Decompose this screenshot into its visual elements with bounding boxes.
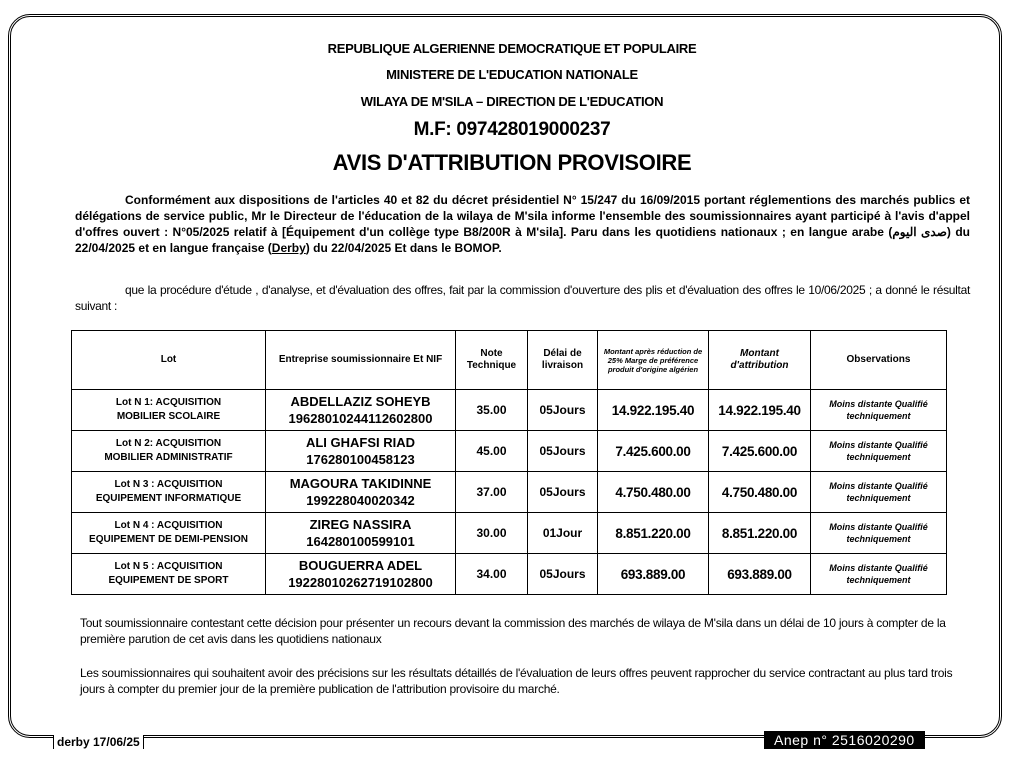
- publication-stamp: derby 17/06/25: [53, 735, 144, 749]
- observation-cell: Moins distante Qualifié techniquement: [811, 472, 947, 513]
- award-amount-cell: 8.851.220.00: [709, 513, 811, 554]
- lot-subject: EQUIPEMENT DE SPORT: [108, 575, 229, 586]
- newspaper-fr: Derby: [271, 241, 306, 255]
- award-amount-cell: 4.750.480.00: [709, 472, 811, 513]
- lot-subject: EQUIPEMENT INFORMATIQUE: [95, 493, 242, 504]
- table-header-row: [72, 331, 947, 390]
- directorate-heading: WILAYA DE M'SILA – DIRECTION DE L'EDUCATION: [360, 94, 664, 109]
- note-cell: 37.00: [456, 472, 528, 513]
- company-nif: 19628010244112602800: [288, 411, 433, 426]
- results-table: [71, 330, 947, 595]
- col-header-reduced-amount: Montant après réduction de 25% Marge de préférence produit d'origine algérien: [598, 331, 709, 390]
- notice-title: AVIS D'ATTRIBUTION PROVISOIRE: [332, 150, 692, 175]
- note-cell: 34.00: [456, 554, 528, 595]
- reduced-amount-cell: 693.889.00: [598, 554, 709, 595]
- company-name: ZIREG NASSIRA: [309, 517, 412, 532]
- reduced-amount-cell: 14.922.195.40: [598, 390, 709, 431]
- company-nif: 19228010262719102800: [288, 575, 433, 590]
- note-cell: 30.00: [456, 513, 528, 554]
- lot-title: Lot N 2: ACQUISITION: [115, 438, 222, 449]
- delay-cell: 05Jours: [528, 431, 598, 472]
- company-name: BOUGUERRA ADEL: [298, 558, 423, 573]
- lot-cell: [72, 513, 266, 554]
- delay-cell: 05Jours: [528, 390, 598, 431]
- company-cell: [266, 554, 456, 595]
- company-cell: [266, 431, 456, 472]
- reduced-amount-cell: 7.425.600.00: [598, 431, 709, 472]
- lot-subject: MOBILIER ADMINISTRATIF: [104, 452, 233, 463]
- award-amount-cell: 14.922.195.40: [709, 390, 811, 431]
- precisions-paragraph: Les soumissionnaires qui souhaitent avoir des précisions sur les résultats détaillés de l'évaluation de leurs offres peuvent rapprocher du service contractant au plus tard trois jours à compter du premier jour de la première publication de l'attribution provisoire du marché.: [80, 666, 953, 696]
- lot-title: Lot N 1: ACQUISITION: [115, 397, 222, 408]
- col-header-note: Note Technique: [456, 331, 528, 390]
- lot-title: Lot N 3 : ACQUISITION: [114, 479, 223, 490]
- award-amount-cell: 7.425.600.00: [709, 431, 811, 472]
- procedure-paragraph: [75, 282, 970, 314]
- intro-paragraph: [75, 192, 970, 256]
- company-name: ALI GHAFSI RIAD: [305, 435, 416, 450]
- observation-cell: Moins distante Qualifié techniquement: [811, 513, 947, 554]
- intro-text-2: ) du 22/04/2025 Et dans le BOMOP.: [305, 241, 502, 255]
- company-cell: [266, 513, 456, 554]
- reduced-amount-cell: 4.750.480.00: [598, 472, 709, 513]
- recours-paragraph: Tout soumissionnaire contestant cette décision pour présenter un recours devant la commission des marchés de wilaya de M'sila dans un délai de 10 jours à compter de la première parution de cet avis dans les quotidiens nationaux: [80, 616, 946, 646]
- table-row: [72, 513, 947, 554]
- lot-subject: EQUIPEMENT DE DEMI-PENSION: [89, 534, 248, 545]
- col-header-company: Entreprise soumissionnaire Et NIF: [266, 331, 456, 390]
- table-row: [72, 472, 947, 513]
- col-header-lot: Lot: [72, 331, 266, 390]
- company-name: ABDELLAZIZ SOHEYB: [290, 394, 431, 409]
- delay-cell: 01Jour: [528, 513, 598, 554]
- country-heading: REPUBLIQUE ALGERIENNE DEMOCRATIQUE ET POPULAIRE: [327, 41, 697, 56]
- delay-cell: 05Jours: [528, 472, 598, 513]
- lot-cell: [72, 390, 266, 431]
- fiscal-number: M.F: 097428019000237: [413, 119, 611, 140]
- company-name: MAGOURA TAKIDINNE: [289, 476, 432, 491]
- observation-cell: Moins distante Qualifié techniquement: [811, 554, 947, 595]
- reduced-amount-cell: 8.851.220.00: [598, 513, 709, 554]
- col-header-award-amount: Montant d'attribution: [709, 331, 811, 390]
- company-nif: 199228040020342: [306, 493, 415, 508]
- intro-text-1: Conformément aux dispositions de l'articles 40 et 82 du décret présidentiel N° 15/247 du 16/09/2015 portant réglementions des marchés publics et délégations de service public, Mr le Directeur de l'éducation de la wilaya de M'sila informe l'ensemble des soumissionnaires ayant participé à l'avis d'appel d'offres ouvert : N°05/2025 relatif à [Équipement d'un collège type B8/200R à M'sila]. Paru dans les quotidiens nationaux ; en langue arabe (صدى اليوم) du 22/04/2025 et en langue française (: [75, 193, 970, 255]
- award-amount-cell: 693.889.00: [709, 554, 811, 595]
- anep-reference: Anep n° 2516020290: [764, 731, 925, 749]
- observation-cell: Moins distante Qualifié techniquement: [811, 431, 947, 472]
- lot-title: Lot N 4 : ACQUISITION: [114, 520, 223, 531]
- table-row: [72, 554, 947, 595]
- lot-title: Lot N 5 : ACQUISITION: [114, 561, 223, 572]
- ministry-heading: MINISTERE DE L'EDUCATION NATIONALE: [386, 67, 638, 82]
- company-nif: 176280100458123: [306, 452, 415, 467]
- col-header-observations: Observations: [811, 331, 947, 390]
- company-cell: [266, 472, 456, 513]
- observation-cell: Moins distante Qualifié techniquement: [811, 390, 947, 431]
- note-cell: 45.00: [456, 431, 528, 472]
- table-row: [72, 431, 947, 472]
- lot-cell: [72, 472, 266, 513]
- lot-cell: [72, 554, 266, 595]
- delay-cell: 05Jours: [528, 554, 598, 595]
- company-nif: 164280100599101: [306, 534, 415, 549]
- note-cell: 35.00: [456, 390, 528, 431]
- procedure-text: que la procédure d'étude , d'analyse, et d'évaluation des offres, fait par la commission d'ouverture des plis et d'évaluation des offres le 10/06/2025 ; a donné le résultat suivant :: [75, 283, 970, 313]
- lot-subject: MOBILIER SCOLAIRE: [116, 411, 221, 422]
- company-cell: [266, 390, 456, 431]
- table-row: [72, 390, 947, 431]
- col-header-delay: Délai de livraison: [528, 331, 598, 390]
- lot-cell: [72, 431, 266, 472]
